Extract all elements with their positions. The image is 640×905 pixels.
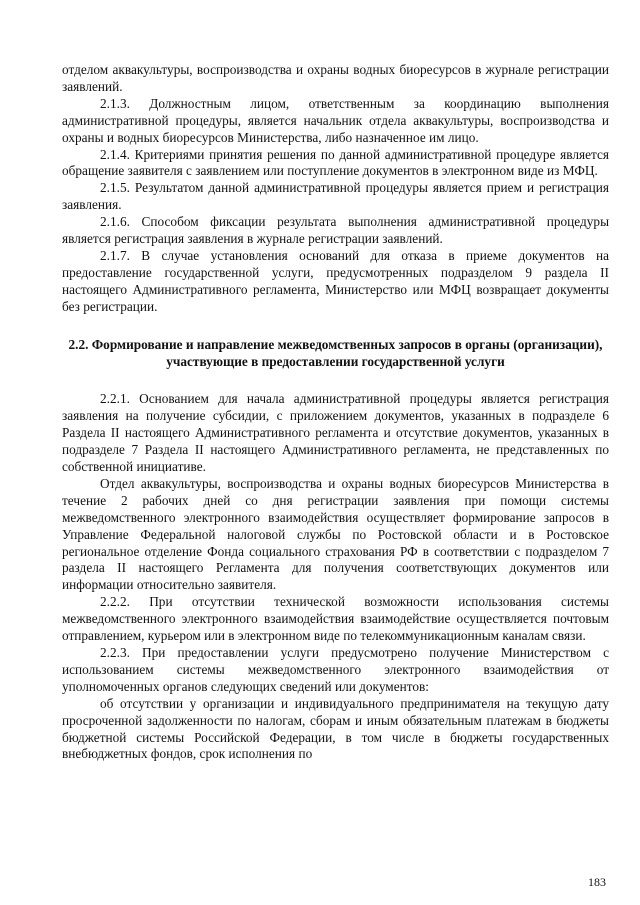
- paragraph-2-1-5: 2.1.5. Результатом данной административной процедуры является прием и регистрация заявления.: [62, 180, 609, 213]
- paragraph-2-1-7: 2.1.7. В случае установления оснований для отказа в приеме документов на предоставление государственной услуги, предусмотренных подразделом 9 раздела II настоящего Административного регламента, Министерство или МФЦ возвращает документы без регистрации.: [62, 247, 609, 314]
- document-page: [62, 62, 609, 763]
- paragraph-2-2-3: 2.2.3. При предоставлении услуги предусмотрено получение Министерством с использованием системы межведомственного электронного взаимодействия от уполномоченных органов следующих сведений или документов:: [62, 645, 609, 694]
- paragraph-2-2-3-item: об отсутствии у организации и индивидуального предпринимателя на текущую дату просроченной задолженности по налогам, сборам и иным обязательным платежам в бюджеты бюджетной системы Российской Федерации, в том числе в бюджеты государственных внебюджетных фондов, срок исполнения по: [62, 695, 609, 762]
- paragraph-2-1-6: 2.1.6. Способом фиксации результата выполнения административной процедуры является регистрация заявления в журнале регистрации заявлений.: [62, 214, 609, 247]
- section-top: [62, 62, 609, 316]
- section-heading-2-2: 2.2. Формирование и направление межведомственных запросов в органы (организации), участвующие в предоставлении государственной услуги: [68, 336, 603, 369]
- page-number: 183: [588, 875, 606, 889]
- section-bottom: [62, 391, 609, 763]
- paragraph-2-2-2: 2.2.2. При отсутствии технической возможности использования системы межведомственного электронного взаимодействия взаимодействие осуществляется почтовым отправлением, курьером или в электронном виде по телекоммуникационным каналам связи.: [62, 594, 609, 644]
- paragraph-2-1-4: 2.1.4. Критериями принятия решения по данной административной процедуре является обращение заявителя с заявлением или поступление документов в электронном виде из МФЦ.: [62, 146, 609, 179]
- paragraph-2-1-3: 2.1.3. Должностным лицом, ответственным за координацию выполнения административной процедуры, является начальник отдела аквакультуры, воспроизводства и охраны и водных биоресурсов Министерства, либо назначенное им лицо.: [62, 95, 609, 145]
- paragraph-2-2-1: 2.2.1. Основанием для начала административной процедуры является регистрация заявления на получение субсидии, с приложением документов, указанных в подразделе 6 Раздела II настоящего Административного регламента и отсутствие документов, указанных в подразделе 7 Раздела II настоящего Административного регламента, не представленных по собственной инициативе.: [62, 391, 609, 475]
- paragraph-2-2-1-department: Отдел аквакультуры, воспроизводства и охраны водных биоресурсов Министерства в течение 2 рабочих дней со дня регистрации заявления при помощи системы межведомственного электронного взаимодействия осуществляет формирование запросов в Управление Федеральной налоговой службы по Ростовской области и в Ростовское региональное отделение Фонда социального страхования РФ в соответствии с подразделом 7 раздела II настоящего Регламента для получения соответствующих документов или информации относительно заявителя.: [62, 475, 609, 593]
- paragraph-continuation: отделом аквакультуры, воспроизводства и охраны водных биоресурсов в журнале регистрации заявлений.: [62, 62, 609, 94]
